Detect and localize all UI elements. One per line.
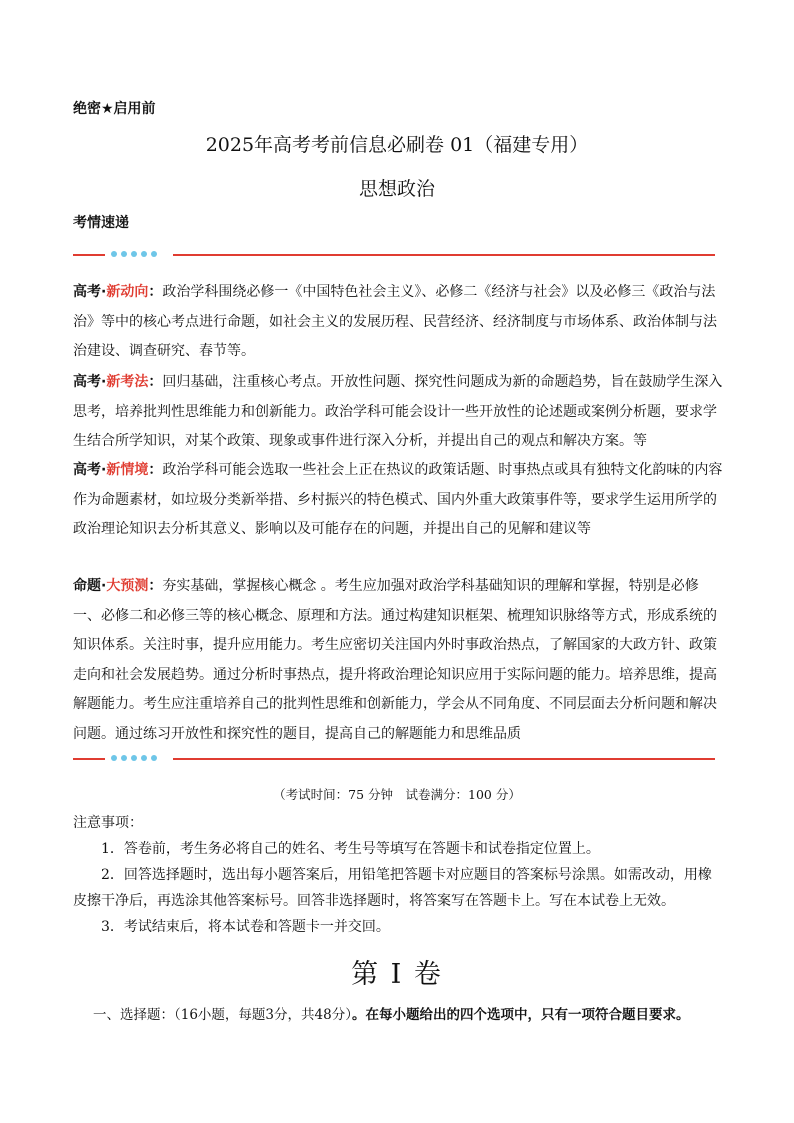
item-text: 政治学科可能会选取一些社会上正在热议的政策话题、时事热点或具有独特文化韵味的内容作为命题素材，如垃圾分类新举措、乡村振兴的特色模式、国内外重大政策事件等，要求学生运用所学的政治理论知识去分析其意义、影响以及可能存在的问题，并提出自己的见解和建议等 xyxy=(73,462,723,537)
item-text: 回归基础，注重核心考点。开放性问题、探究性问题成为新的命题趋势，旨在鼓励学生深入思考，培养批判性思维能力和创新能力。政治学科可能会设计一些开放性的论述题或案例分析题，要求学生结合所学知识，对某个政策、现象或事件进行深入分析，并提出自己的观点和解决方案。等 xyxy=(73,374,723,449)
mc-instruction-lead: 一、选择题：（16小题，每题3分，共48分） xyxy=(93,1007,352,1023)
divider-bottom xyxy=(73,752,715,766)
info-item-new-context xyxy=(73,456,723,545)
note-item: 3．考试结束后，将本试卷和答题卡一并交回。 xyxy=(101,919,390,935)
item-text: 政治学科围绕必修一《中国特色社会主义》、必修二《经济与社会》以及必修三《政治与法治》等中的核心考点进行命题，如社会主义的发展历程、民营经济、经济制度与市场体系、政治体制与法治建设、调查研究、春节等。 xyxy=(73,284,717,359)
section-title: 考情速递 xyxy=(73,215,129,231)
item-highlight: 新情境 xyxy=(106,462,149,478)
item-prefix: 高考· xyxy=(73,374,107,390)
exam-title: 2025年高考考前信息必刷卷 01（福建专用） xyxy=(205,134,589,156)
subject-title: 思想政治 xyxy=(358,178,435,200)
info-item-new-method xyxy=(73,368,723,457)
note-item: 2．回答选择题时，选出每小题答案后，用铅笔把答题卡对应题目的答案标号涂黑。如需改动，用橡皮擦干净后，再选涂其他答案标号。回答非选择题时，将答案写在答题卡上。写在本试卷上无效。 xyxy=(73,867,712,909)
item-colon: ： xyxy=(148,578,163,594)
notes-title: 注意事项： xyxy=(73,815,143,831)
divider-top xyxy=(73,248,715,262)
item-prefix: 命题· xyxy=(73,578,107,594)
item-text: 夯实基础，掌握核心概念 。考生应加强对政治学科基础知识的理解和掌握，特别是必修一、必修二和必修三等的核心概念、原理和方法。通过构建知识框架、梳理知识脉络等方式，形成系统的知识体系。关注时事，提升应用能力。考生应密切关注国内外时事政治热点，了解国家的大政方针、政策走向和社会发展趋势。通过分析时事热点，提升将政治理论知识应用于实际问题的能力。培养思维，提高解题能力。考生应注重培养自己的批判性思维和创新能力，学会从不同角度、不同层面去分析问题和解决问题。通过练习开放性和探究性的题目，提高自己的解题能力和思维品质 xyxy=(73,578,717,742)
item-highlight: 新考法 xyxy=(106,374,149,390)
mc-instruction xyxy=(93,1003,689,1023)
item-colon: ： xyxy=(148,462,163,478)
info-item-prediction xyxy=(73,572,723,749)
item-colon: ： xyxy=(148,374,163,390)
item-highlight: 新动向 xyxy=(106,284,149,300)
part-title: 第 I 卷 xyxy=(351,959,443,990)
item-highlight: 大预测 xyxy=(106,578,149,594)
note-item: 1．答卷前，考生务必将自己的姓名、考生号等填写在答题卡和试卷指定位置上。 xyxy=(101,841,600,857)
confidential-label: 绝密★启用前 xyxy=(73,101,156,117)
item-colon: ： xyxy=(148,284,163,300)
info-item-new-trend xyxy=(73,278,723,367)
exam-time-score: （考试时间：75 分钟 试卷满分：100 分） xyxy=(273,787,521,802)
item-prefix: 高考· xyxy=(73,284,107,300)
mc-instruction-rest: 。在每小题给出的四个选项中，只有一项符合题目要求。 xyxy=(351,1007,690,1023)
item-prefix: 高考· xyxy=(73,462,107,478)
